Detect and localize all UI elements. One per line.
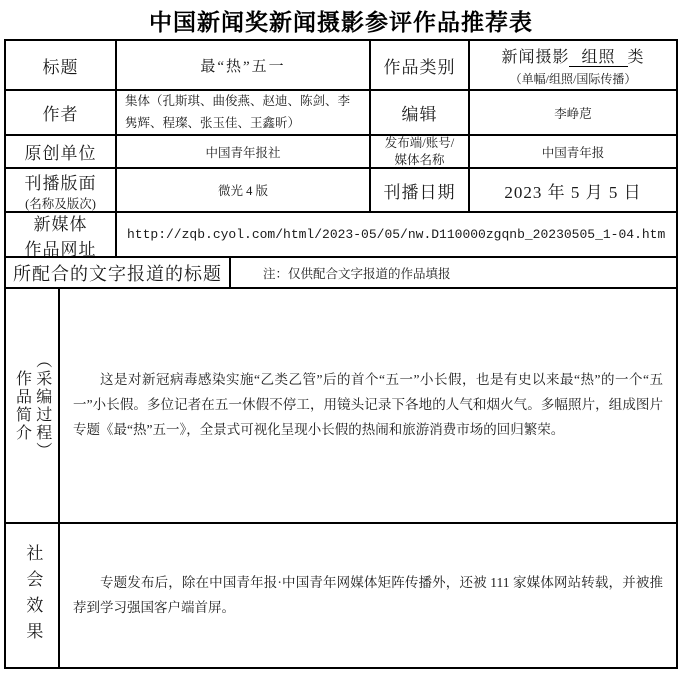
social-effect-label-cell — [6, 524, 58, 667]
category-field-label: 作品类别 — [371, 41, 468, 89]
text-report-row — [6, 258, 676, 287]
social-effect-cell — [60, 524, 676, 667]
new-media-url-value: http://zqb.cyol.com/html/2023-05/05/nw.D110000zgqnb_20230505_1-04.htm — [127, 227, 666, 242]
new-media-url-label — [6, 213, 115, 256]
recommendation-form-table — [4, 39, 678, 669]
new-media-url-label-line2: 作品网址 — [24, 239, 97, 256]
publication-date-value: 2023 年 5 月 5 日 — [470, 169, 676, 211]
publication-page-label-line2: (名称及版次) — [25, 196, 96, 211]
author-field-value: 集体（孔斯琪、曲俊燕、赵迪、陈剑、李隽辉、程璨、张玉佳、王鑫昕） — [117, 91, 369, 134]
text-report-note: 注：仅供配合文字报道的作品填报 — [263, 266, 451, 281]
publication-page-value: 微光 4 版 — [117, 169, 369, 211]
social-effect-text: 专题发布后，除在中国青年报·中国青年网媒体矩阵传播外，还被 111 家媒体网站转载，并被推荐到学习强国客户端首屏。 — [73, 574, 663, 615]
new-media-url-label-line1: 新媒体 — [33, 214, 88, 234]
publication-page-label-line1: 刊播版面 — [24, 173, 97, 193]
publication-page-label — [6, 169, 115, 211]
page-title: 中国新闻奖新闻摄影参评作品推荐表 — [149, 9, 533, 35]
platform-label-line2: 媒体名称 — [394, 152, 445, 167]
text-report-label: 所配合的文字报道的标题 — [6, 258, 229, 287]
category-line — [501, 44, 644, 67]
category-options: （单幅/组照/国际传播） — [509, 71, 637, 86]
category-suffix: 类 — [627, 48, 645, 66]
work-intro-label-left: 作品简介 — [13, 369, 31, 442]
category-field-value — [470, 41, 676, 89]
title-field-value: 最“热”五一 — [117, 41, 369, 89]
origin-org-value: 中国青年报社 — [117, 136, 369, 167]
publication-date-label: 刊播日期 — [371, 169, 468, 211]
category-prefix: 新闻摄影 — [501, 48, 570, 66]
work-intro-text: 这是对新冠病毒感染实施“乙类乙管”后的首个“五一”小长假，也是有史以来最“热”的一个“五一”小长假。多位记者在五一休假不停工，用镜头记录下各地的人气和烟火气。多幅照片，组成图片专题《最“热”五一》，全景式可视化呈现小长假的热闹和旅游消费市场的回归繁荣。 — [73, 372, 663, 437]
work-intro-label-right: （采编过程） — [33, 351, 51, 460]
author-field-label: 作者 — [6, 91, 115, 134]
social-effect-label: 社会效果 — [23, 543, 43, 648]
form-bottom-grid — [6, 289, 676, 667]
new-media-url-cell — [117, 213, 676, 256]
platform-label-line1: 发布端/账号/ — [384, 136, 455, 150]
form-top-grid — [6, 41, 676, 256]
work-intro-cell — [60, 289, 676, 522]
editor-field-value: 李峥苨 — [470, 91, 676, 134]
platform-value: 中国青年报 — [470, 136, 676, 167]
editor-field-label: 编辑 — [371, 91, 468, 134]
text-report-note-cell — [231, 258, 676, 287]
platform-label — [371, 136, 468, 167]
category-selected: 组照 — [569, 49, 627, 67]
work-intro-label — [6, 289, 58, 522]
title-field-label: 标题 — [6, 41, 115, 89]
origin-org-label: 原创单位 — [6, 136, 115, 167]
